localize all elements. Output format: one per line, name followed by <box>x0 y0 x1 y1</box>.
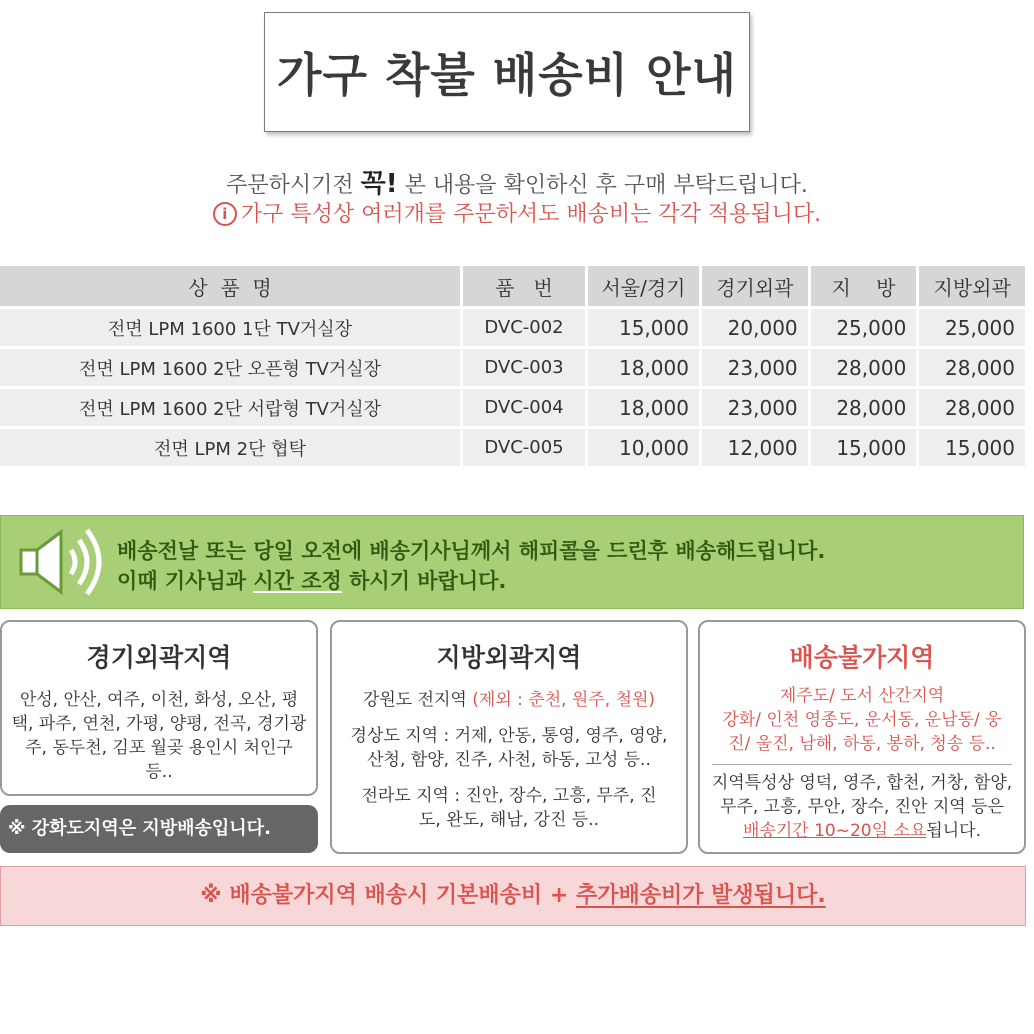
unavailable-note <box>700 771 1024 843</box>
banner-line-1: 배송전날 또는 당일 오전에 배송기사님께서 해피콜을 드린후 배송해드립니다. <box>117 539 826 563</box>
unavailable-line-1: 제주도/ 도서 산간지역 <box>779 686 945 706</box>
header-outskirts: 경기외곽 <box>700 266 809 308</box>
price-province-outskirts: 25,000 <box>918 308 1027 348</box>
info-icon: i <box>213 202 237 226</box>
note-highlight: 배송기간 10~20일 소요 <box>743 821 927 841</box>
product-name: 전면 LPM 1600 2단 서랍형 TV거실장 <box>0 388 462 428</box>
price-province: 25,000 <box>809 308 918 348</box>
region-text: 안성, 안산, 여주, 이천, 화성, 오산, 평택, 파주, 연천, 가평, 양평, 전곡, 경기광주, 동두천, 김포 월곶 용인시 처인구 등.. <box>11 690 307 782</box>
header-product-name: 상 품 명 <box>0 266 462 308</box>
price-seoul: 10,000 <box>587 428 701 468</box>
price-outskirts: 23,000 <box>700 388 809 428</box>
page-title: 가구 착불 배송비 안내 <box>264 12 750 132</box>
gyeonggi-region-box <box>0 620 318 796</box>
table-header-row <box>0 266 1027 308</box>
unavailable-region-box <box>698 620 1026 854</box>
region-title: 배송불가지역 <box>789 643 935 672</box>
gyeongsang-line: 경상도 지역 : 거제, 안동, 통영, 영주, 영양, 산청, 함양, 진주, 사천, 하동, 고성 등.. <box>350 726 668 770</box>
product-name: 전면 LPM 2단 협탁 <box>0 428 462 468</box>
price-outskirts: 23,000 <box>700 348 809 388</box>
table-row <box>0 308 1027 348</box>
product-code: DVC-002 <box>462 308 587 348</box>
price-outskirts: 12,000 <box>700 428 809 468</box>
gangwon-text: 강원도 전지역 <box>362 690 467 710</box>
price-province: 15,000 <box>809 428 918 468</box>
intro-text: 주문하시기전 <box>226 173 354 198</box>
divider <box>712 764 1012 765</box>
price-seoul: 18,000 <box>587 348 701 388</box>
price-table <box>0 266 1028 469</box>
note-text: 됩니다. <box>926 821 981 841</box>
product-name: 전면 LPM 1600 2단 오픈형 TV거실장 <box>0 348 462 388</box>
banner-text-part: 이때 기사님과 <box>117 569 247 593</box>
banner-highlight: 시간 조정 <box>253 569 342 593</box>
header-province-outskirts: 지방외곽 <box>918 266 1027 308</box>
intro-warning: 가구 특성상 여러개를 주문하셔도 배송비는 각각 적용됩니다. <box>240 202 822 227</box>
happy-call-banner <box>0 515 1024 609</box>
price-province: 28,000 <box>809 388 918 428</box>
table-row <box>0 348 1027 388</box>
intro-emphasis: 꼭! <box>360 169 398 199</box>
speaker-icon <box>17 526 107 598</box>
region-title: 지방외곽지역 <box>436 643 582 672</box>
price-province-outskirts: 28,000 <box>918 388 1027 428</box>
unavailable-line-2: 강화/ 인천 영종도, 운서동, 운남동/ 웅진/ 울진, 남해, 하동, 봉하, 청송 등.. <box>722 710 1002 754</box>
footer-text: ※ 배송불가지역 배송시 기본배송비 + <box>200 883 569 908</box>
price-province-outskirts: 28,000 <box>918 348 1027 388</box>
note-text: 지역특성상 영덕, 영주, 합천, 거창, 함양, 무주, 고흥, 무안, 장수, 진안 지역 등은 <box>711 773 1013 817</box>
gangwon-exception: (제외 : 춘천, 원주, 철원) <box>472 690 656 710</box>
jeolla-line: 전라도 지역 : 진안, 장수, 고흥, 무주, 진도, 완도, 해남, 강진 등.. <box>361 786 657 830</box>
product-code: DVC-005 <box>462 428 587 468</box>
product-name: 전면 LPM 1600 1단 TV거실장 <box>0 308 462 348</box>
price-outskirts: 20,000 <box>700 308 809 348</box>
price-province: 28,000 <box>809 348 918 388</box>
header-seoul: 서울/경기 <box>587 266 701 308</box>
banner-text <box>117 536 825 596</box>
table-row <box>0 388 1027 428</box>
intro-line-1 <box>0 163 1034 200</box>
table-row <box>0 428 1027 468</box>
province-region-box <box>330 620 688 854</box>
region-title: 경기외곽지역 <box>86 643 232 672</box>
price-seoul: 18,000 <box>587 388 701 428</box>
product-code: DVC-004 <box>462 388 587 428</box>
price-seoul: 15,000 <box>587 308 701 348</box>
price-province-outskirts: 15,000 <box>918 428 1027 468</box>
product-code: DVC-003 <box>462 348 587 388</box>
header-province: 지 방 <box>809 266 918 308</box>
intro-text: 본 내용을 확인하신 후 구매 부탁드립니다. <box>404 173 808 198</box>
footer-highlight: 추가배송비가 발생됩니다. <box>575 883 826 908</box>
banner-text-part: 하시기 바랍니다. <box>349 569 507 593</box>
extra-fee-notice <box>0 866 1026 926</box>
gangwon-line <box>332 688 686 712</box>
banner-line-2 <box>117 566 825 596</box>
header-product-code: 품 번 <box>462 266 587 308</box>
intro-line-2 <box>0 197 1034 228</box>
ganghwa-note: ※ 강화도지역은 지방배송입니다. <box>0 805 318 853</box>
